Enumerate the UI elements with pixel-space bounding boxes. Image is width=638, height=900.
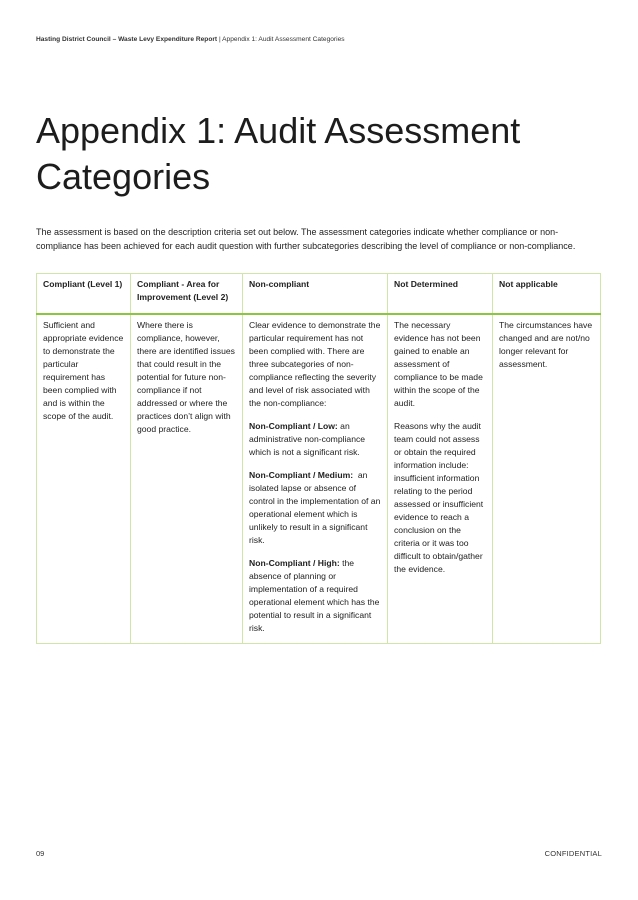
header-section-title: Appendix 1: Audit Assessment Categories: [222, 36, 345, 43]
non-compliant-medium: [249, 469, 382, 547]
non-compliant-description: [243, 314, 388, 644]
column-header: Not applicable: [493, 274, 601, 315]
non-compliant-medium-text: an isolated lapse or absence of control in the implementation of an operational element which is unlikely to result in a significant risk.: [249, 470, 383, 545]
non-compliant-high-text: the absence of planning or implementation of a required operational element which has the potential to result in a significant risk.: [249, 558, 380, 633]
not-applicable-description: The circumstances have changed and are not/no longer relevant for assessment.: [493, 314, 601, 644]
compliant-level1-description: Sufficient and appropriate evidence to demonstrate the particular requirement has been complied with and is within the scope of the audit.: [37, 314, 131, 644]
non-compliant-low: [249, 420, 382, 459]
compliant-level2-description: Where there is compliance, however, there are identified issues that could result in the potential for future non-compliance if not addressed or where the practices don’t align with good practice.: [131, 314, 243, 644]
table-header-row: [37, 274, 601, 315]
non-compliant-high-label: Non-Compliant / High:: [249, 558, 340, 568]
intro-paragraph: The assessment is based on the description criteria set out below. The assessment categories indicate whether compliance or non-compliance has been achieved for each audit question with further subcategories describing the level of compliance or non-compliance.: [36, 227, 576, 251]
table-row: [37, 314, 601, 644]
column-header: Compliant (Level 1): [37, 274, 131, 315]
page-number: 09: [36, 849, 45, 858]
running-header: [36, 36, 345, 43]
non-compliant-high: [249, 557, 382, 635]
not-determined-description: [388, 314, 493, 644]
assessment-categories-table: [36, 273, 601, 644]
page-title: Appendix 1: Audit Assessment Categories: [36, 110, 521, 197]
non-compliant-low-label: Non-Compliant / Low:: [249, 421, 338, 431]
not-determined-paragraph-2: Reasons why the audit team could not assess or obtain the required information include: insufficient information relating to the period assessed or insufficient evidence to reach a conclusion on the criteria or it was too difficult to obtain/gather the evidence.: [394, 421, 484, 574]
header-separator: |: [217, 36, 223, 43]
column-header: Not Determined: [388, 274, 493, 315]
non-compliant-intro: Clear evidence to demonstrate the particular requirement has not been complied with. There are three subcategories of non-compliance reflecting the severity and level of risk associated with the non-compliance:: [249, 320, 381, 408]
column-header: Non-compliant: [243, 274, 388, 315]
classification-label: CONFIDENTIAL: [544, 849, 602, 858]
column-header: Compliant - Area for Improvement (Level 2): [131, 274, 243, 315]
header-document-title: Hasting District Council – Waste Levy Expenditure Report: [36, 36, 218, 43]
not-determined-paragraph-1: The necessary evidence has not been gained to enable an assessment of compliance to be made within the scope of the audit.: [394, 320, 483, 408]
non-compliant-low-text: an administrative non-compliance which is not a significant risk.: [249, 421, 366, 457]
non-compliant-medium-label: Non-Compliant / Medium:: [249, 470, 354, 480]
